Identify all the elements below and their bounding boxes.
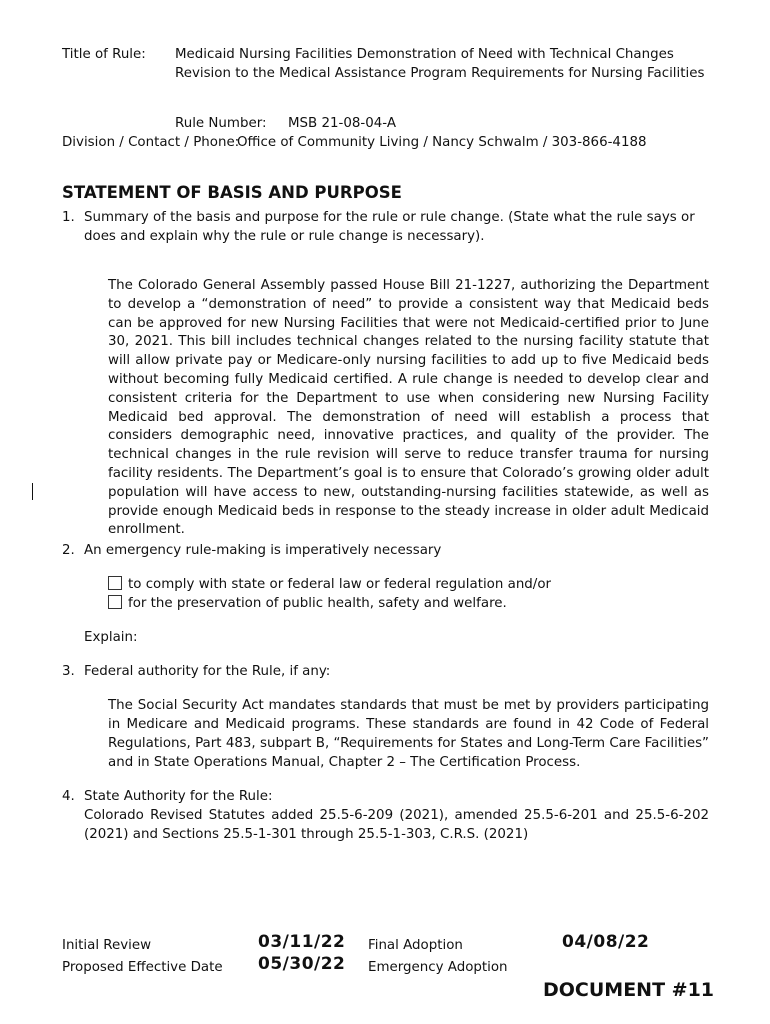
item1-number: 1. — [62, 210, 75, 225]
initial-review-label: Initial Review — [62, 938, 152, 953]
emergency-adoption-label: Emergency Adoption — [368, 960, 508, 975]
checkbox-law-label: to comply with state or federal law or federal regulation and/or — [128, 577, 552, 592]
checkbox-row-public-health[interactable] — [108, 594, 507, 613]
rule-number-label: Rule Number: — [175, 116, 267, 131]
item3-body-paragraph: The Social Security Act mandates standards that must be met by providers participating in Medicare and Medicaid programs. These standards are found in 42 Code of Federal Regulations, Part 483, subpart B, “Requirements for States and Long-Term Care Facilities” and in State Operations Manual, Chapter 2 – The Certification Process. — [108, 698, 709, 770]
item2-text: An emergency rule-making is imperatively necessary — [84, 543, 442, 558]
final-adoption-label: Final Adoption — [368, 938, 463, 953]
item1-body-paragraph: The Colorado General Assembly passed House Bill 21-1227, authorizing the Department to develop a “demonstration of need” to provide a consistent way that Medicaid beds can be approved for new Nursing Facilities that were not Medicaid-certified prior to June 30, 2021. This bill includes technical changes related to the nursing facility statute that will allow private pay or Medicare-only nursing facilities to add up to five Medicaid beds without becoming fully Medicaid certified. A rule change is needed to develop clear and consistent criteria for the Department to use when considering new Nursing Facility Medicaid bed approval. The demonstration of need will establish a process that considers demographic need, innovative practices, and quality of the provider. The technical changes in the rule revision will serve to reduce transfer trauma for nursing facility residents. The Department’s goal is to ensure that Colorado’s growing older adult population will have access to new, outstanding‐nursing facilities statewide, as well as provide enough Medicaid beds in response to the steady increase in older adult Medicaid enrollment. — [108, 278, 709, 538]
checkbox-public-health-label: for the preservation of public health, safety and welfare. — [128, 596, 507, 611]
proposed-effective-date-label: Proposed Effective Date — [62, 960, 223, 975]
item4-title: State Authority for the Rule: — [84, 789, 273, 804]
rule-number-value: MSB 21-08-04-A — [288, 116, 396, 131]
item3-number: 3. — [62, 664, 75, 679]
division-contact-value: Office of Community Living / Nancy Schwalm / 303-866-4188 — [237, 135, 647, 150]
document-number: DOCUMENT #11 — [543, 979, 715, 1001]
title-of-rule-label: Title of Rule: — [62, 47, 146, 62]
rule-title-line2: Revision to the Medical Assistance Program Requirements for Nursing Facilities — [175, 66, 705, 81]
checkbox-law[interactable] — [108, 576, 122, 590]
statement-heading: STATEMENT OF BASIS AND PURPOSE — [62, 183, 402, 202]
item4-body-paragraph: Colorado Revised Statutes added 25.5-6-209 (2021), amended 25.5-6-201 and 25.5-6-202 (2021) and Sections 25.5-1-301 through 25.5-1-303, C.R.S. (2021) — [84, 808, 709, 842]
item2-number: 2. — [62, 543, 75, 558]
item3-text: Federal authority for the Rule, if any: — [84, 664, 331, 679]
text-cursor — [32, 483, 33, 500]
division-contact-label: Division / Contact / Phone: — [62, 135, 240, 150]
item4-number: 4. — [62, 789, 75, 804]
proposed-effective-date: 05/30/22 — [258, 954, 346, 974]
rule-title-line1: Medicaid Nursing Facilities Demonstration of Need with Technical Changes — [175, 47, 674, 62]
initial-review-date: 03/11/22 — [258, 932, 346, 952]
checkbox-public-health[interactable] — [108, 595, 122, 609]
item1-summary: Summary of the basis and purpose for the rule or rule change. (State what the rule says or does and explain why the rule or rule change is necessary). — [84, 210, 695, 244]
checkbox-row-law[interactable] — [108, 575, 551, 594]
final-adoption-date: 04/08/22 — [562, 932, 650, 952]
explain-label: Explain: — [84, 630, 138, 645]
